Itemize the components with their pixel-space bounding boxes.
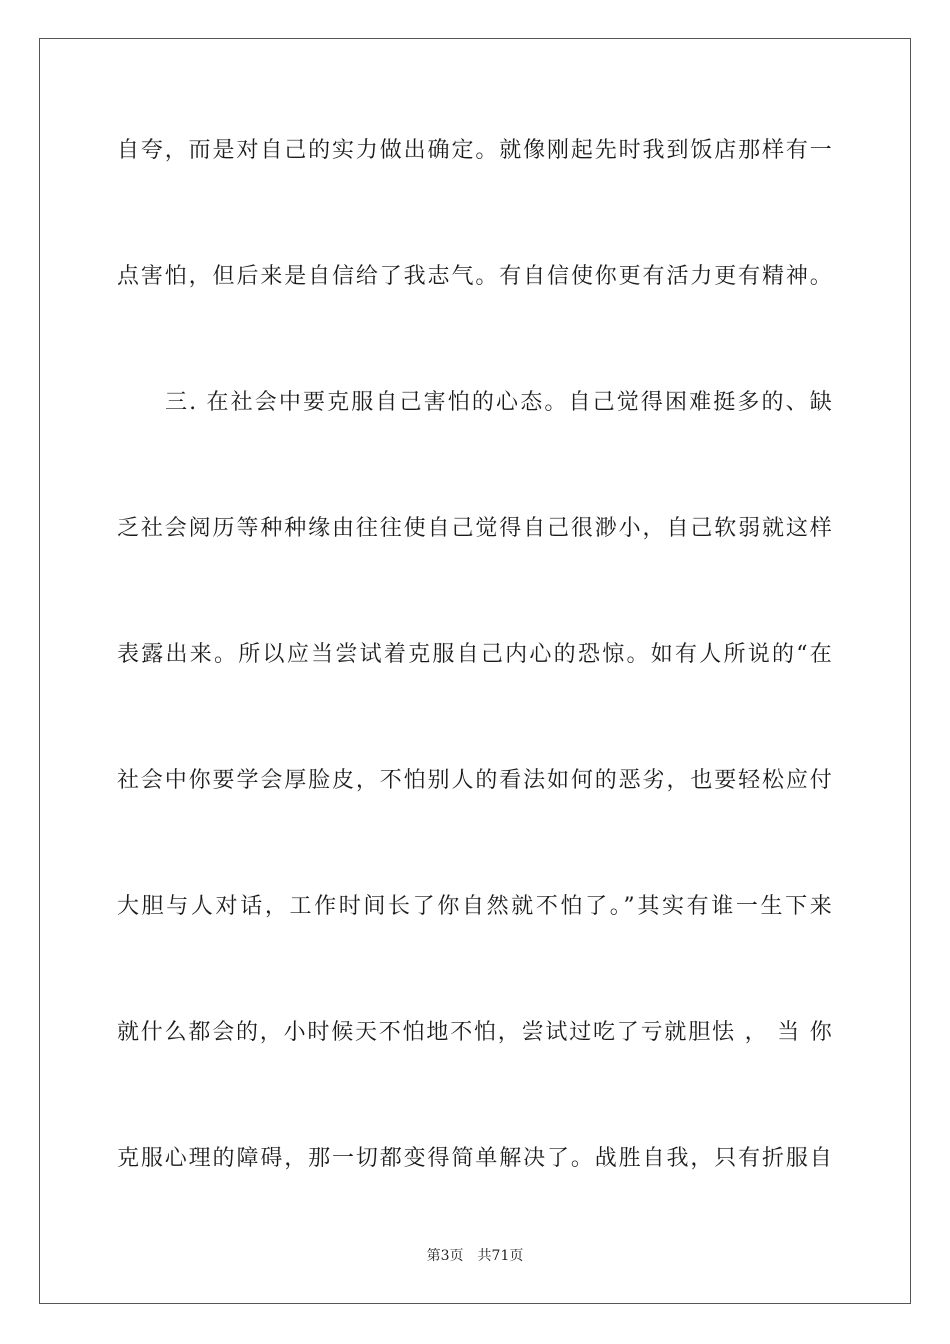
text-line: 社会中你要学会厚脸皮，不怕别人的看法如何的恶劣，也要轻松应付 xyxy=(117,768,833,793)
text-line: 乏社会阅历等种种缘由往往使自己觉得自己很渺小，自己软弱就这样 xyxy=(117,516,833,541)
text-line: 大胆与人对话，工作时间长了你自然就不怕了。”其实有谁一生下来 xyxy=(117,894,833,919)
text-line: 自夸，而是对自己的实力做出确定。就像刚起先时我到饭店那样有一 xyxy=(117,138,833,163)
page-footer xyxy=(0,1246,950,1266)
page-total: 共71页 xyxy=(477,1248,524,1264)
text-line-section-start: 三. 在社会中要克服自己害怕的心态。自己觉得困难挺多的、缺 xyxy=(165,390,833,415)
text-line: 点害怕，但后来是自信给了我志气。有自信使你更有活力更有精神。 xyxy=(117,264,833,289)
document-body xyxy=(117,126,833,1260)
text-line: 就什么都会的，小时候天不怕地不怕，尝试过吃了亏就胆怯 ， 当 你 xyxy=(117,1020,833,1045)
page-number: 第3页 xyxy=(426,1248,464,1264)
text-line: 表露出来。所以应当尝试着克服自己内心的恐惊。如有人所说的“在 xyxy=(117,642,833,667)
text-line: 克服心理的障碍，那一切都变得简单解决了。战胜自我，只有折服自 xyxy=(117,1146,833,1171)
